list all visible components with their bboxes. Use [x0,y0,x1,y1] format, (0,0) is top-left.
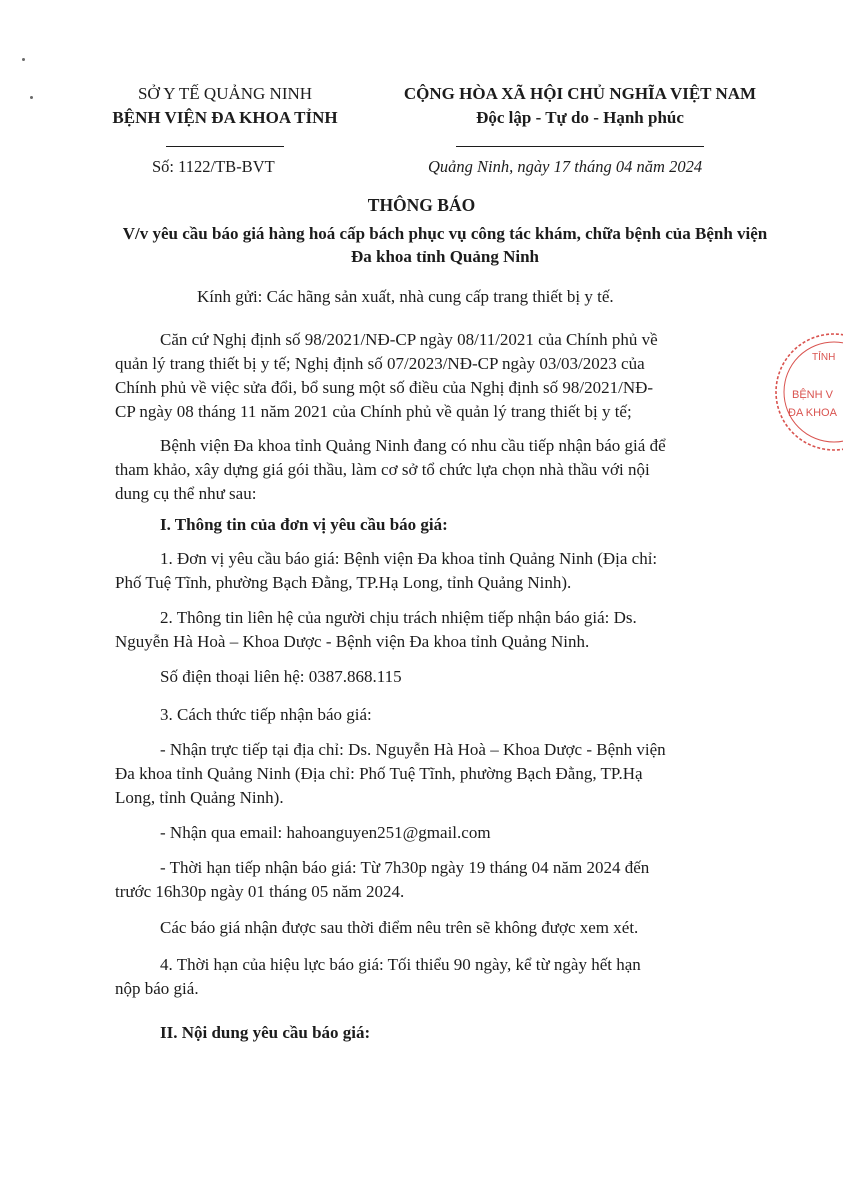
red-stamp [772,330,843,460]
item4-line2: nộp báo giá. [115,979,199,998]
para1-line4: CP ngày 08 tháng 11 năm 2021 của Chính phủ về quản lý trang thiết bị y tế; [115,402,632,421]
section1-heading: I. Thông tin của đơn vị yêu cầu báo giá: [160,515,448,534]
direct-line2: Đa khoa tỉnh Quảng Ninh (Địa chỉ: Phố Tuệ Tĩnh, phường Bạch Đằng, TP.Hạ [115,764,643,783]
para1-line2: quản lý trang thiết bị y tế; Nghị định số 07/2023/NĐ-CP ngày 03/03/2023 của [115,354,645,373]
item2-line2: Nguyễn Hà Hoà – Khoa Dược - Bệnh viện Đa khoa tỉnh Quảng Ninh. [115,632,590,651]
item4-line1: 4. Thời hạn của hiệu lực báo giá: Tối thiểu 90 ngày, kể từ ngày hết hạn [160,955,641,974]
scan-speck [30,96,33,99]
document-title: THÔNG BÁO [367,195,476,215]
national-header [360,82,800,154]
issuer-hospital: BỆNH VIỆN ĐA KHOA TỈNH [112,108,338,127]
para2-line3: dung cụ thể như sau: [115,484,257,503]
para2-line2: tham khảo, xây dựng giá gói thầu, làm cơ sở tổ chức lựa chọn nhà thầu với nội [115,460,650,479]
item3-line: 3. Cách thức tiếp nhận báo giá: [160,705,372,724]
item2-line1: 2. Thông tin liên hệ của người chịu trách nhiệm tiếp nhận báo giá: Ds. [160,608,637,627]
stamp-text-top: TỈNH [812,352,836,363]
document-subtitle: V/v yêu cầu báo giá hàng hoá cấp bách phục vụ công tác khám, chữa bệnh của Bệnh viện Đa khoa tỉnh Quảng Ninh [122,224,768,266]
issuer-department: SỞ Y TẾ QUẢNG NINH [137,84,313,103]
national-motto: Độc lập - Tự do - Hạnh phúc [476,108,684,127]
deadline-line2: trước 16h30p ngày 01 tháng 05 năm 2024. [115,882,405,901]
deadline-line1: - Thời hạn tiếp nhận báo giá: Từ 7h30p ngày 19 tháng 04 năm 2024 đến [160,858,650,877]
stamp-text-mid2: ĐA KHOA [788,407,837,419]
late-note-line: Các báo giá nhận được sau thời điểm nêu trên sẽ không được xem xét. [160,918,639,937]
stamp-text-mid1: BỆNH V [792,389,833,401]
section2-heading: II. Nội dung yêu cầu báo giá: [160,1023,371,1042]
document-number: Số: 1122/TB-BVT [152,157,275,176]
national-title: CỘNG HÒA XÃ HỘI CHỦ NGHĨA VIỆT NAM [403,84,757,103]
stamp-seal [772,330,843,460]
item1-line1: 1. Đơn vị yêu cầu báo giá: Bệnh viện Đa khoa tỉnh Quảng Ninh (Địa chỉ: [160,549,658,568]
para2-line1: Bệnh viện Đa khoa tỉnh Quảng Ninh đang có nhu cầu tiếp nhận báo giá để [160,436,666,455]
direct-line3: Long, tỉnh Quảng Ninh). [115,788,284,807]
issuer-underline [95,130,355,154]
motto-underline [360,130,800,154]
issuer-header [95,82,355,154]
email-line: - Nhận qua email: hahoanguyen251@gmail.com [160,823,491,842]
phone-line: Số điện thoại liên hệ: 0387.868.115 [160,667,402,686]
para1-line1: Căn cứ Nghị định số 98/2021/NĐ-CP ngày 08/11/2021 của Chính phủ về [160,330,658,349]
recipient-line: Kính gửi: Các hãng sản xuất, nhà cung cấp trang thiết bị y tế. [197,287,614,306]
direct-line1: - Nhận trực tiếp tại địa chỉ: Ds. Nguyễn Hà Hoà – Khoa Dược - Bệnh viện [160,740,666,759]
item1-line2: Phố Tuệ Tĩnh, phường Bạch Đằng, TP.Hạ Long, tỉnh Quảng Ninh). [115,573,572,592]
para1-line3: Chính phủ về việc sửa đổi, bổ sung một số điều của Nghị định số 98/2021/NĐ- [115,378,654,397]
scan-speck [22,58,25,61]
document-date: Quảng Ninh, ngày 17 tháng 04 năm 2024 [428,157,703,176]
